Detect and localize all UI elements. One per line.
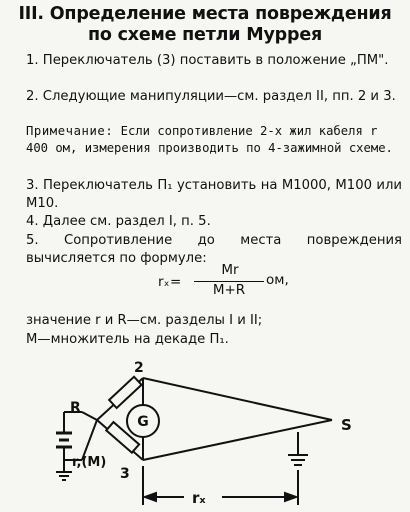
- step-3: 3. Переключатель П₁ установить на М1000, М100 или М10.: [26, 178, 402, 211]
- step-5: 5. Сопротивление до места повреждения вычисляется по формуле:: [26, 233, 402, 266]
- rx-arrow-left-icon: [145, 493, 156, 501]
- step-1: 1. Переключатель (3) поставить в положение „ПМ".: [26, 53, 389, 68]
- formula-unit: ом,: [266, 272, 289, 288]
- label-R: R: [70, 400, 81, 416]
- formula-numerator: Mr: [221, 262, 239, 278]
- step-2: 2. Следующие манипуляции—см. раздел II, пп. 2 и 3.: [26, 89, 396, 104]
- formula-lhs: rₓ: [158, 274, 170, 290]
- note-body: Если сопротивление 2-х жил кабеля r 400 ом, измерения производить по 4-зажимной схеме.: [26, 124, 393, 155]
- title-line-2: по схеме петли Муррея: [87, 25, 323, 45]
- node-3-label: 3: [120, 466, 130, 482]
- formula-denominator: M+R: [212, 282, 246, 298]
- battery-lead-top: [82, 412, 97, 420]
- multiplier-note: М—множитель на декаде П₁.: [26, 332, 229, 347]
- arm-to-ground: [82, 420, 97, 460]
- node-S-label: S: [341, 416, 352, 434]
- note-heading: Примечание:: [26, 124, 114, 138]
- step-4: 4. Далее см. раздел I, п. 5.: [26, 214, 211, 229]
- values-reference: значение r и R—см. разделы I и II;: [26, 313, 263, 328]
- label-r-M: r,(M): [72, 455, 107, 470]
- title-line-1: III. Определение места повреждения: [18, 4, 392, 24]
- rx-arrow-right-icon: [285, 493, 296, 501]
- resistor-upper: [109, 377, 141, 408]
- galvanometer-label: G: [137, 414, 149, 430]
- node-2-label: 2: [134, 360, 144, 376]
- rx-label: rₓ: [192, 489, 206, 507]
- wire-top: [143, 378, 332, 420]
- formula-equals: =: [170, 274, 182, 290]
